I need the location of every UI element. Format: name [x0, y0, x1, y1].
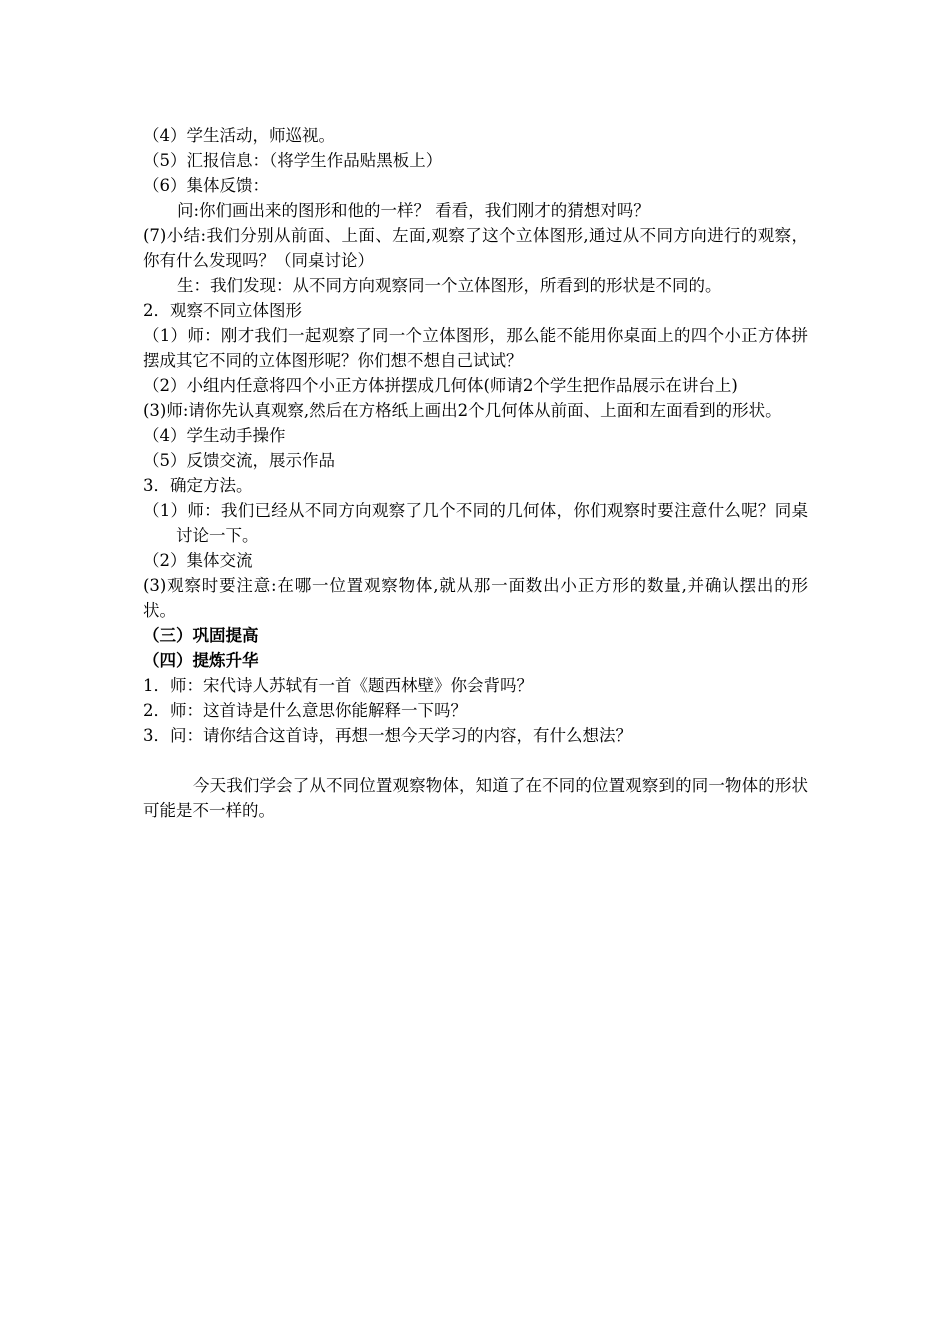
text-line: （5）反馈交流，展示作品 [143, 451, 335, 470]
text-line: （5）汇报信息：（将学生作品贴黑板上） [143, 151, 443, 170]
text-paragraph: （2）小组内任意将四个小正方体拼摆成几何体(师请2个学生把作品展示在讲台上) [143, 376, 738, 395]
bold-heading: （四）提炼升华 [143, 651, 259, 670]
text-line: 生：我们发现：从不同方向观察同一个立体图形，所看到的形状是不同的。 [177, 276, 722, 295]
bold-heading: （三）巩固提高 [143, 626, 259, 645]
text-line: （4）学生活动，师巡视。 [143, 126, 335, 145]
text-line: 问:你们画出来的图形和他的一样？ 看看，我们刚才的猜想对吗？ [177, 201, 650, 220]
text-paragraph: (3)观察时要注意:在哪一位置观察物体,就从那一面数出小正方形的数量,并确认摆出的形状。 [143, 576, 808, 620]
text-line: （4）学生动手操作 [143, 426, 286, 445]
section-heading: 3．确定方法。 [143, 476, 253, 495]
text-paragraph: (7)小结:我们分别从前面、上面、左面,观察了这个立体图形,通过从不同方向进行的观察，你有什么发现吗？（同桌讨论） [143, 226, 808, 270]
text-line: （6）集体反馈： [143, 176, 269, 195]
text-paragraph: (3)师:请你先认真观察,然后在方格纸上画出2个几何体从前面、上面和左面看到的形状。 [143, 401, 782, 420]
text-line: （2）集体交流 [143, 551, 253, 570]
text-line: 3．问：请你结合这首诗，再想一想今天学习的内容，有什么想法？ [143, 726, 632, 745]
section-heading: 2．观察不同立体图形 [143, 301, 302, 320]
text-paragraph: （1）师：刚才我们一起观察了同一个立体图形，那么能不能用你桌面上的四个小正方体拼摆成其它不同的立体图形呢？你们想不想自己试试？ [143, 326, 808, 370]
summary-paragraph: 今天我们学会了从不同位置观察物体，知道了在不同的位置观察到的同一物体的形状可能是不一样的。 [143, 776, 808, 820]
blank-line [143, 748, 808, 773]
document-page [143, 123, 808, 823]
text-paragraph: （1）师：我们已经从不同方向观察了几个不同的几何体，你们观察时要注意什么呢？同桌讨论一下。 [143, 501, 808, 545]
text-line: 1．师：宋代诗人苏轼有一首《题西林壁》你会背吗？ [143, 676, 533, 695]
text-line: 2．师：这首诗是什么意思你能解释一下吗？ [143, 701, 467, 720]
